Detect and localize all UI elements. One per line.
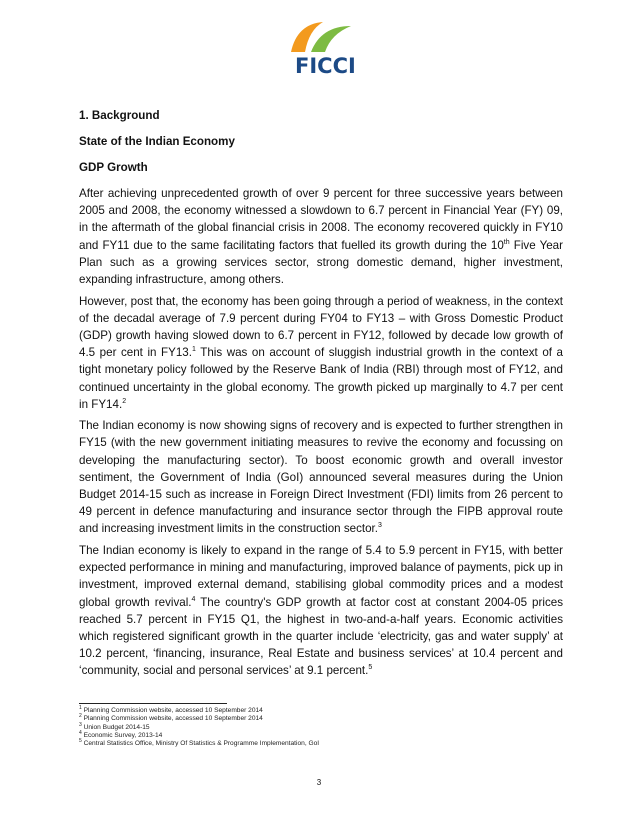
footnote-ref-3: 3 bbox=[378, 522, 382, 530]
logo-wordmark: FICCI bbox=[295, 54, 356, 78]
footnote-ref-5: 5 bbox=[368, 664, 373, 672]
footnotes bbox=[79, 707, 499, 748]
footnote-divider bbox=[79, 703, 227, 704]
footnote-item: $^4$ Economic Survey, 2013-14 bbox=[79, 729, 163, 739]
topic-heading: GDP Growth bbox=[79, 161, 148, 174]
footnote-item: $^1$ Planning Commission website, accessed 10 September 2014 bbox=[79, 705, 263, 714]
main-content bbox=[79, 107, 563, 684]
paragraph-4: The Indian economy is likely to expand in the range of 5.4 to 5.9 percent in FY15, with better expected performance in mining and manufacturing, improved balance of payments, pick up in investment, improved external demand, stabilising global commodity prices and a modest global growth revival.$^4$ The country's GDP growth at factor cost at constant 2004-05 prices reached 5.7 percent in FY15 Q1, the highest in two-and-a-half years. Economic activities which registered significant growth in the quarter include ‘electricity, gas and water supply’ at 10.2 percent, ‘financing, insurance, Real Estate and business services’ at 10.4 percent and ‘community, social and personal services’ at 9.1 percent.$^5$ bbox=[79, 543, 563, 678]
footnote-item: $^2$ Planning Commission website, accessed 10 September 2014 bbox=[79, 713, 263, 723]
subsection-heading: State of the Indian Economy bbox=[79, 135, 235, 148]
paragraph-2: However, post that, the economy has been going through a period of weakness, in the context of the decadal average of 7.9 percent during FY04 to FY13 – with Gross Domestic Product (GDP) growth having slowed down to 6.7 percent in FY12, followed by decade low growth of 4.5 per cent in FY13.$^1$ This was on account of sluggish industrial growth in the context of a tight monetary policy followed by the Reserve Bank of India (RBI) through most of FY12, and continued uncertainty in the global economy. The growth picked up marginally to 4.7 per cent in FY14.$^2$ bbox=[79, 294, 563, 411]
footnote-ref-1: 1 bbox=[191, 346, 196, 354]
paragraph-3: The Indian economy is now showing signs of recovery and is expected to further strengthen in FY15 (with the new government initiating measures to revive the economy and focussing on developing the manufacturing sector). To boost economic growth and overall investor sentiment, the Government of India (GoI) announced several measures during the Union Budget 2014-15 such as increase in Foreign Direct Investment (FDI) limits from 26 percent to 49 percent in defence manufacturing and insurance sector through the FIPB approval route and increasing investment limits in the construction sector.$^3$ bbox=[79, 419, 563, 536]
footnote-ref-4: 4 bbox=[191, 595, 196, 603]
section-heading: 1. Background bbox=[79, 109, 160, 122]
page-number: 3 bbox=[316, 778, 322, 787]
footnote-item: $^5$ Central Statistics Office, Ministry Of Statistics & Programme Implementation, GoI bbox=[79, 738, 320, 748]
footnote-ref-2: 2 bbox=[122, 397, 127, 405]
superscript-th: th bbox=[503, 238, 510, 246]
ficci-logo bbox=[281, 14, 361, 80]
footnote-item: $^3$ Union Budget 2014-15 bbox=[79, 721, 150, 731]
paragraph-1: After achieving unprecedented growth of over 9 percent for three successive years between 2005 and 2008, the economy witnessed a slowdown to 6.7 percent in Financial Year (FY) 09, in the aftermath of the global financial crisis in 2008. The economy recovered quickly in FY10 and FY11 due to the same facilitating factors that fuelled its growth during the 10th Five Year Plan such as a growing services sector, strong domestic demand, higher investment, expanding infrastructure, among others. bbox=[79, 187, 563, 287]
